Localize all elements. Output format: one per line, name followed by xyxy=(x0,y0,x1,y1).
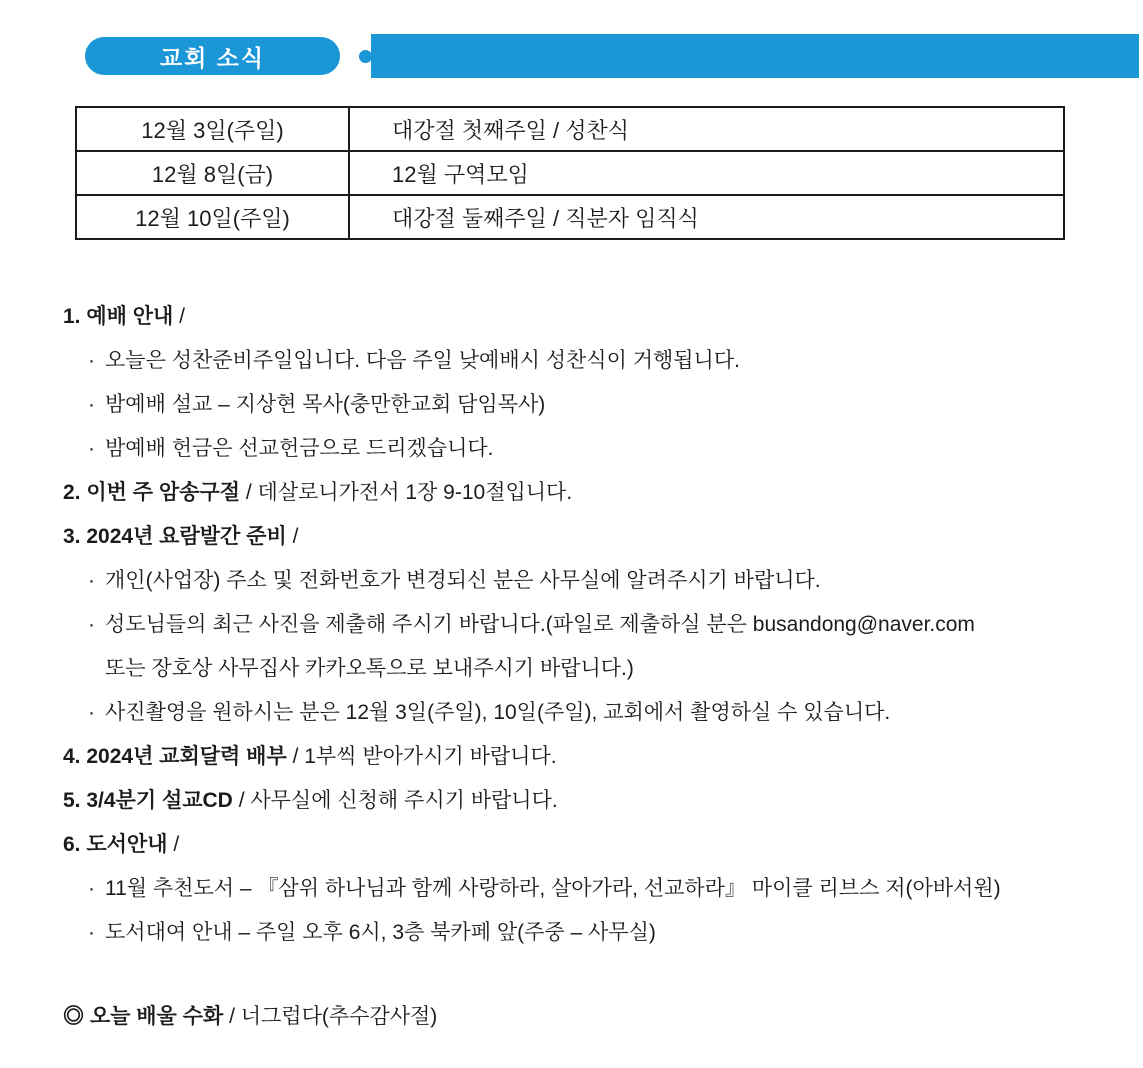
announcement-bullet xyxy=(88,911,1088,955)
bullet-dot-icon: · xyxy=(88,437,95,460)
announcement-bullet xyxy=(88,559,1088,603)
schedule-event-cell: 12월 구역모임 xyxy=(349,151,1064,195)
announcements-section xyxy=(63,295,1088,1039)
announcement-bullet xyxy=(88,383,1088,427)
announcement-bullet xyxy=(88,339,1088,383)
schedule-date-cell: 12월 3일(주일) xyxy=(76,107,349,151)
connector-rule xyxy=(371,34,1139,78)
section-badge-label: 교회 소식 xyxy=(159,44,266,71)
schedule-row xyxy=(76,151,1064,195)
footer-line xyxy=(63,995,1088,1039)
announcement-bullet xyxy=(88,691,1088,735)
schedule-row xyxy=(76,107,1064,151)
bullet-dot-icon: · xyxy=(88,613,95,636)
section-badge xyxy=(85,37,340,75)
bullet-text: 사진촬영을 원하시는 분은 12월 3일(주일), 10일(주일), 교회에서 촬영하실 수 있습니다. xyxy=(105,701,891,724)
announcement-bullet xyxy=(88,867,1088,911)
schedule-table xyxy=(75,106,1065,240)
heading-bold-text: 3. 2024년 요람발간 준비 xyxy=(63,525,287,548)
bullet-dot-icon: · xyxy=(88,349,95,372)
heading-normal-text: / xyxy=(167,833,180,856)
header-connector xyxy=(359,34,1139,78)
section-header xyxy=(85,37,1139,75)
bullet-text: 개인(사업장) 주소 및 전화번호가 변경되신 분은 사무실에 알려주시기 바랍니다. xyxy=(105,569,821,592)
heading-normal-text: / 사무실에 신청해 주시기 바랍니다. xyxy=(232,789,558,812)
bullet-text: 오늘은 성찬준비주일입니다. 다음 주일 낮예배시 성찬식이 거행됩니다. xyxy=(105,349,740,372)
schedule-event-cell: 대강절 둘째주일 / 직분자 임직식 xyxy=(349,195,1064,239)
heading-normal-text: / xyxy=(286,525,299,548)
schedule-row xyxy=(76,195,1064,239)
announcement-bullet xyxy=(88,603,1088,647)
heading-bold-text: 4. 2024년 교회달력 배부 xyxy=(63,745,287,768)
heading-normal-text: / 데살로니가전서 1장 9-10절입니다. xyxy=(240,481,573,504)
bullet-text: 밤예배 헌금은 선교헌금으로 드리겠습니다. xyxy=(105,437,494,460)
heading-bold-text: 6. 도서안내 xyxy=(63,833,168,856)
bullet-text: 도서대여 안내 – 주일 오후 6시, 3층 북카페 앞(주중 – 사무실) xyxy=(105,921,656,944)
heading-bold-text: 5. 3/4분기 설교CD xyxy=(63,789,233,812)
announcement-bullet xyxy=(88,427,1088,471)
bullet-text: 성도님들의 최근 사진을 제출해 주시기 바랍니다.(파일로 제출하실 분은 busandong@naver.com xyxy=(105,613,975,636)
announcement-heading xyxy=(63,515,1088,559)
heading-bold-text: 1. 예배 안내 xyxy=(63,305,174,328)
schedule-date-cell: 12월 8일(금) xyxy=(76,151,349,195)
announcement-heading xyxy=(63,295,1088,339)
announcement-list xyxy=(63,295,1088,955)
bullet-text: 11월 추천도서 – 『삼위 하나님과 함께 사랑하라, 살아가라, 선교하라』 마이클 리브스 저(아바서원) xyxy=(105,877,1001,900)
schedule-table-body xyxy=(76,107,1064,239)
announcement-heading xyxy=(63,735,1088,779)
schedule-date-cell: 12월 10일(주일) xyxy=(76,195,349,239)
footer-bold-text: ◎ 오늘 배울 수화 xyxy=(63,1005,224,1028)
bullet-dot-icon: · xyxy=(88,921,95,944)
heading-normal-text: / 1부씩 받아가시기 바랍니다. xyxy=(286,745,557,768)
bullet-dot-icon: · xyxy=(88,877,95,900)
schedule-event-cell: 대강절 첫째주일 / 성찬식 xyxy=(349,107,1064,151)
announcement-heading xyxy=(63,471,1088,515)
heading-bold-text: 2. 이번 주 암송구절 xyxy=(63,481,241,504)
announcement-continuation: 또는 장호상 사무집사 카카오톡으로 보내주시기 바랍니다.) xyxy=(105,657,634,680)
announcement-heading xyxy=(63,823,1088,867)
bullet-dot-icon: · xyxy=(88,393,95,416)
bullet-dot-icon: · xyxy=(88,569,95,592)
heading-normal-text: / xyxy=(173,305,185,328)
footer-normal-text: / 너그럽다(추수감사절) xyxy=(223,1005,438,1028)
bullet-dot-icon: · xyxy=(88,701,95,724)
announcement-heading xyxy=(63,779,1088,823)
bullet-text: 밤예배 설교 – 지상현 목사(충만한교회 담임목사) xyxy=(105,393,546,416)
